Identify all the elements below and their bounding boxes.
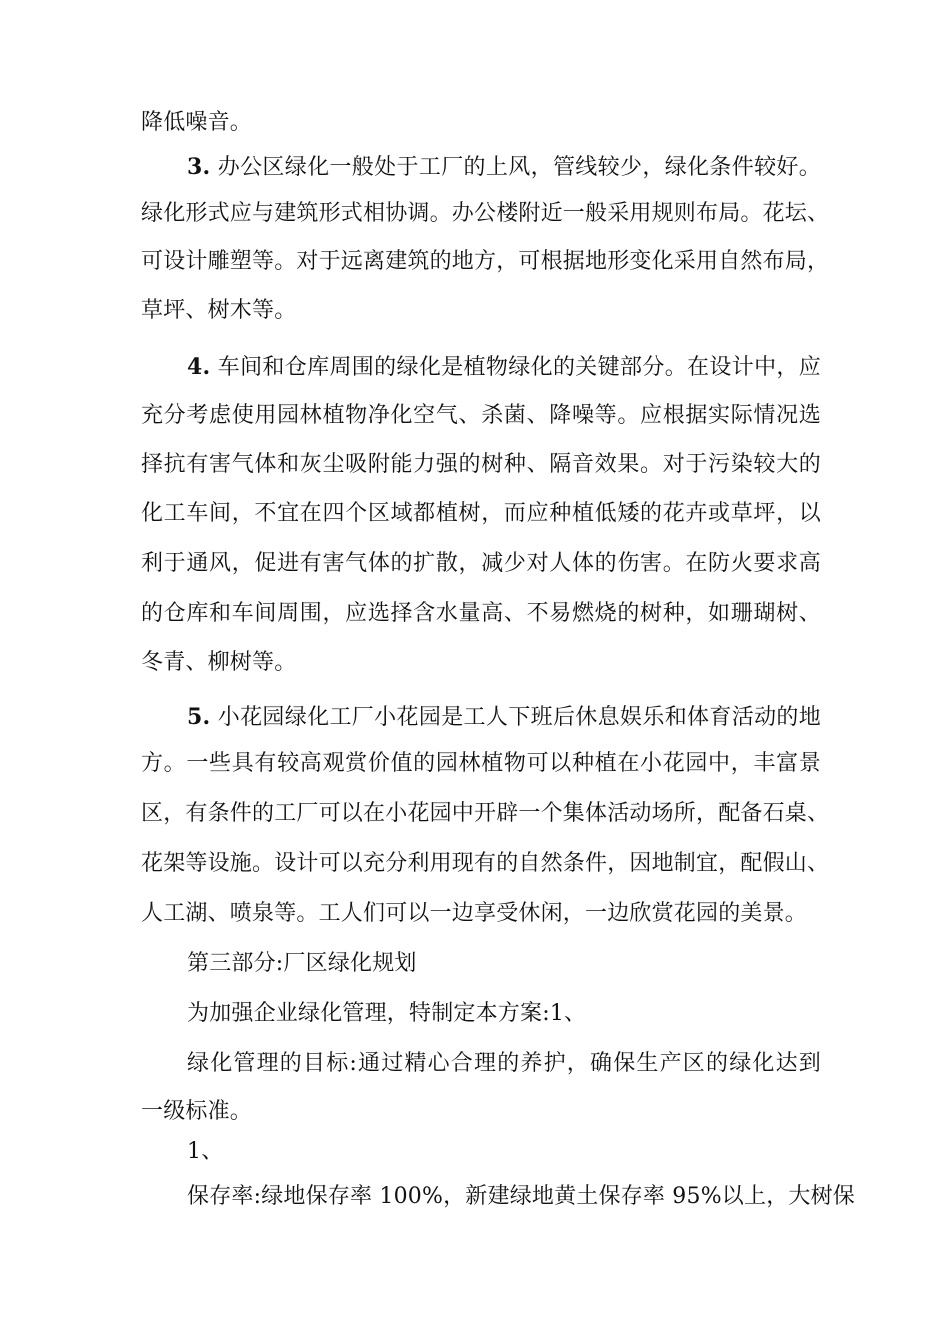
item-number: 5. <box>187 704 211 730</box>
section-heading: 第三部分:厂区绿化规划 <box>187 951 417 976</box>
paragraph-line: 区，有条件的工厂可以在小花园中开辟一个集体活动场所，配备石桌、 <box>141 801 830 826</box>
paragraph-line: 降低噪音。 <box>141 110 253 135</box>
item-number: 4. <box>187 354 211 380</box>
paragraph-line: 绿化形式应与建筑形式相协调。办公楼附近一般采用规则布局。花坛、 <box>141 201 830 226</box>
paragraph-line: 绿化管理的目标:通过精心合理的养护，确保生产区的绿化达到 <box>187 1051 821 1076</box>
numbered-paragraph-line: 3. 办公区绿化一般处于工厂的上风，管线较少，绿化条件较好。 <box>187 154 821 180</box>
paragraph-line: 花架等设施。设计可以充分利用现有的自然条件，因地制宜，配假山、 <box>141 851 830 876</box>
paragraph-line: 方。一些具有较高观赏价值的园林植物可以种植在小花园中，丰富景 <box>141 751 821 776</box>
paragraph-line: 冬青、柳树等。 <box>141 650 297 675</box>
paragraph-line: 化工车间，不宜在四个区域都植树，而应种植低矮的花卉或草坪，以 <box>141 501 821 526</box>
paragraph-line: 可设计雕塑等。对于远离建筑的地方，可根据地形变化采用自然布局， <box>141 249 830 274</box>
paragraph-line: 草坪、树木等。 <box>141 298 297 323</box>
paragraph-line: 利于通风，促进有害气体的扩散，减少对人体的伤害。在防火要求高 <box>141 551 821 576</box>
paragraph-line: 人工湖、喷泉等。工人们可以一边享受休闲，一边欣赏花园的美景。 <box>141 901 808 926</box>
paragraph-line: 为加强企业绿化管理，特制定本方案:1、 <box>187 1001 587 1026</box>
paragraph-line: 择抗有害气体和灰尘吸附能力强的树种、隔音效果。对于污染较大的 <box>141 452 821 477</box>
numbered-paragraph-line: 5. 小花园绿化工厂小花园是工人下班后休息娱乐和体育活动的地 <box>187 704 821 730</box>
numbered-paragraph-line: 4. 车间和仓库周围的绿化是植物绿化的关键部分。在设计中，应 <box>187 354 821 380</box>
item-number: 3. <box>187 154 211 180</box>
paragraph-line: 充分考虑使用园林植物净化空气、杀菌、降噪等。应根据实际情况选 <box>141 403 821 428</box>
paragraph-line: 的仓库和车间周围，应选择含水量高、不易燃烧的树种，如珊瑚树、 <box>141 601 821 626</box>
paragraph-line: 保存率:绿地保存率 100%，新建绿地黄土保存率 95%以上，大树保 <box>187 1184 855 1209</box>
list-number: 1、 <box>187 1139 224 1164</box>
paragraph-line: 一级标准。 <box>141 1099 253 1124</box>
